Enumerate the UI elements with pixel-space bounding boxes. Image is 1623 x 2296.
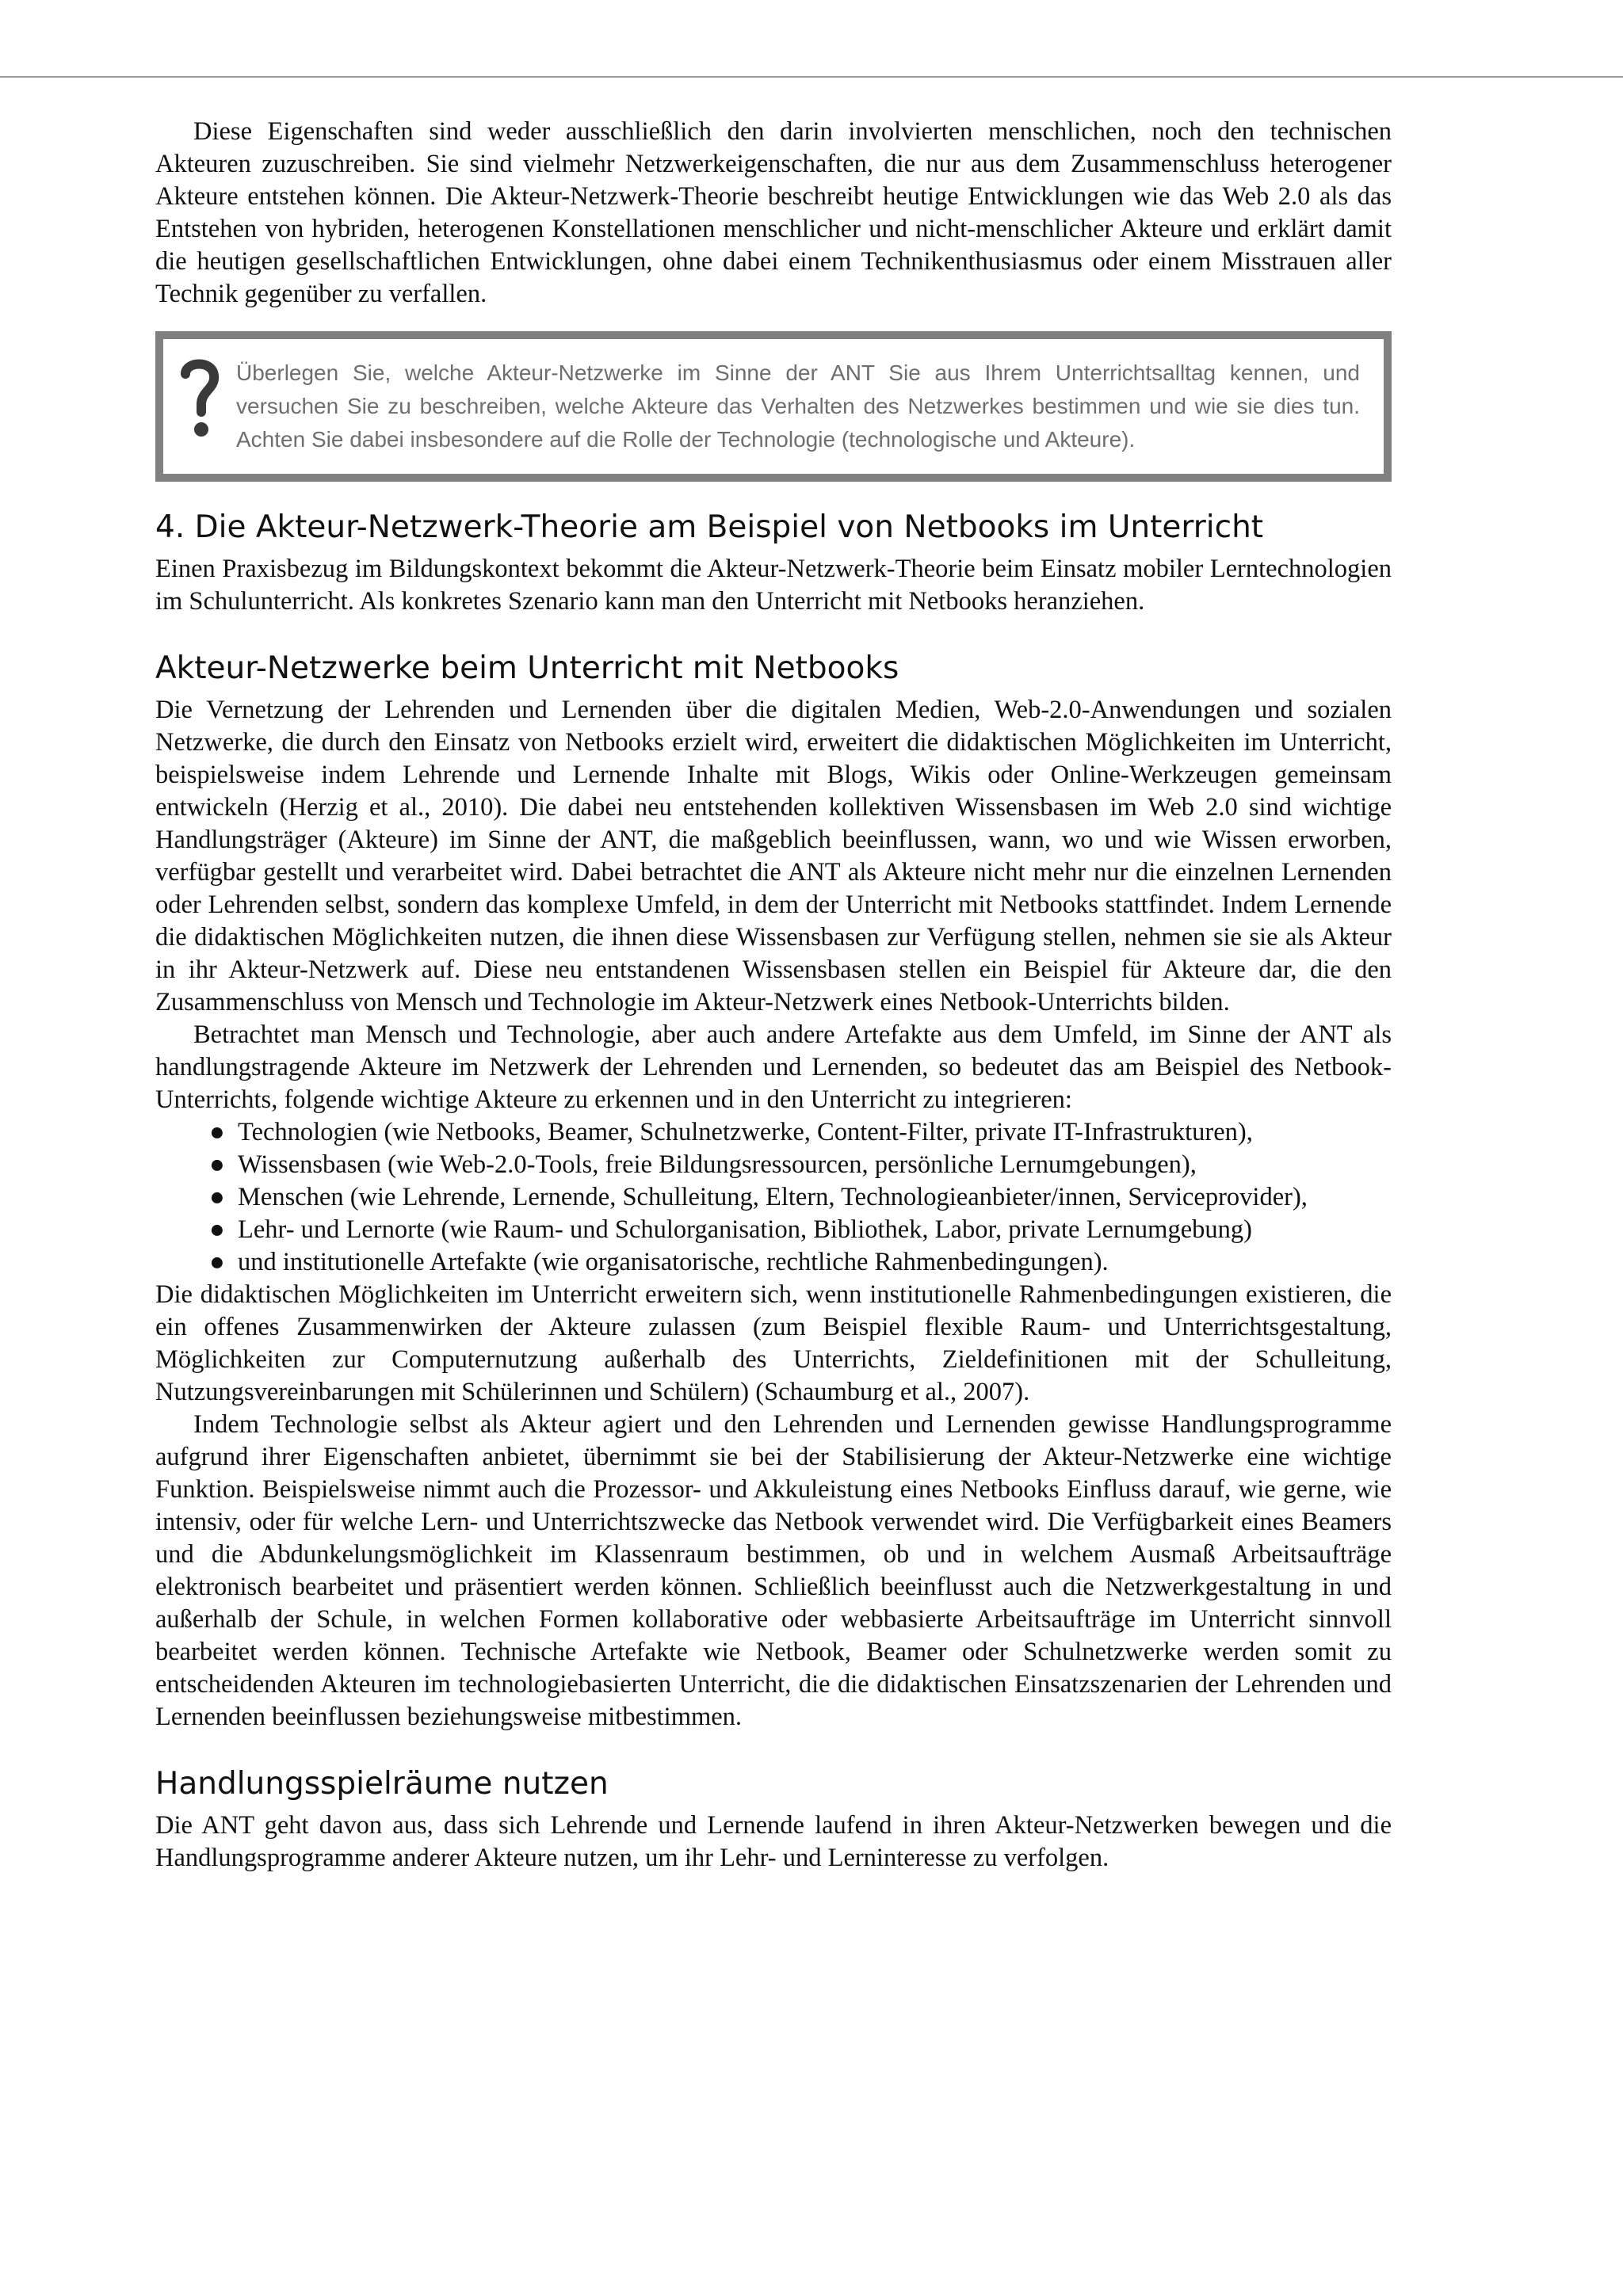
paragraph-akteure: Betrachtet man Mensch und Technologie, aber auch andere Artefakte aus dem Umfeld, im Sinne der ANT als handlungstragende Akteure im Netzwerk der Lehrenden und Lernenden, so bedeutet das am Beispiel des Netbook-Unterrichts, folgende wichtige Akteure zu erkennen und in den Unterricht zu integrieren: [155, 1020, 1392, 1114]
subsection-heading-netbooks: Akteur-Netzwerke beim Unterricht mit Netbooks [155, 650, 899, 686]
list-item: ● Wissensbasen (wie Web-2.0-Tools, freie Bildungsressourcen, persönliche Lernumgebungen), [238, 1149, 1392, 1181]
reflection-callout [155, 331, 1392, 482]
bullet-icon: ● [209, 1183, 225, 1211]
paragraph-handlungsspielraeume: Die ANT geht davon aus, dass sich Lehrende und Lernende laufend in ihren Akteur-Netzwerken bewegen und die Handlungsprogramme anderer Akteure nutzen, um ihr Lehr- und Lerninteresse zu verfolgen. [155, 1811, 1392, 1872]
bullet-icon: ● [209, 1118, 225, 1146]
bullet-icon: ● [209, 1248, 225, 1276]
list-item: ● und institutionelle Artefakte (wie organisatorische, rechtliche Rahmenbedingungen). [238, 1246, 1392, 1279]
question-mark-icon [178, 357, 227, 444]
subsection-heading-handlungsspielraeume: Handlungsspielräume nutzen [155, 1766, 609, 1802]
callout-text: Überlegen Sie, welche Akteur-Netzwerke im Sinne der ANT Sie aus Ihrem Unterrichtsalltag kennen, und versuchen Sie zu beschreiben, welche Akteure das Verhalten des Netzwerkes bestimmen und wie sie dies tun. Achten Sie dabei insbesondere auf die Rolle der Technologie (technologische und Akteure). [236, 360, 1360, 452]
page-content [155, 116, 1392, 1875]
paragraph-technologie: Indem Technologie selbst als Akteur agiert und den Lehrenden und Lernenden gewisse Handlungsprogramme aufgrund ihrer Eigenschaften anbietet, übernimmt sie bei der Stabilisierung der Akteur-Netzwerke eine wichtige Funktion. Beispielsweise nimmt auch die Prozessor- und Akkuleistung eines Netbooks Einfluss darauf, wie gerne, wie intensiv, oder für welche Lern- und Unterrichtszwecke das Netbook verwendet wird. Die Verfügbarkeit eines Beamers und die Abdunkelungsmöglichkeit im Klassenraum bestimmen, ob und in welchem Ausmaß Arbeitsaufträge elektronisch bearbeitet und präsentiert werden können. Schließlich beeinflusst auch die Netzwerkgestaltung in und außerhalb der Schule, in welchen Formen kollaborative oder webbasierte Arbeitsaufträge im Unterricht sinnvoll bearbeitet werden können. Technische Artefakte wie Netbook, Beamer oder Schulnetzwerke werden somit zu entscheidenden Akteuren im technologiebasierten Unterricht, die die didaktischen Einsatzszenarien der Lehrenden und Lernenden beeinflussen beziehungsweise mitbestimmen. [155, 1410, 1392, 1731]
paragraph-rahmenbedingungen: Die didaktischen Möglichkeiten im Unterricht erweitern sich, wenn institutionelle Rahmenbedingungen existieren, die ein offenes Zusammenwirken der Akteure zulassen (zum Beispiel flexible Raum- und Unterrichtsgestaltung, Möglichkeiten zur Computernutzung außerhalb des Unterrichts, Zieldefinitionen mit der Schulleitung, Nutzungsvereinbarungen mit Schülerinnen und Schülern) (Schaumburg et al., 2007). [155, 1280, 1392, 1406]
actor-list [155, 1116, 1392, 1279]
section-heading: 4. Die Akteur-Netzwerk-Theorie am Beispiel von Netbooks im Unterricht [155, 509, 1264, 545]
intro-paragraph: Diese Eigenschaften sind weder ausschließlich den darin involvierten menschlichen, noch den technischen Akteuren zuzuschreiben. Sie sind vielmehr Netzwerkeigenschaften, die nur aus dem Zusammenschluss heterogener Akteure entstehen können. Die Akteur-Netzwerk-Theorie beschreibt heutige Entwicklungen wie das Web 2.0 als das Entstehen von hybriden, heterogenen Konstellationen menschlicher und nicht-menschlicher Akteure und erklärt damit die heutigen gesellschaftlichen Entwicklungen, ohne dabei einem Technikenthusiasmus oder einem Misstrauen aller Technik gegenüber zu verfallen. [155, 117, 1392, 308]
bullet-icon: ● [209, 1215, 225, 1244]
header-rule [0, 76, 1623, 78]
paragraph-vernetzung: Die Vernetzung der Lehrenden und Lernenden über die digitalen Medien, Web-2.0-Anwendungen und sozialen Netzwerke, die durch den Einsatz von Netbooks erzielt wird, erweitert die didaktischen Möglichkeiten im Unterricht, beispielsweise indem Lehrende und Lernende Inhalte mit Blogs, Wikis oder Online-Werkzeugen gemeinsam entwickeln (Herzig et al., 2010). Die dabei neu entstehenden kollektiven Wissensbasen im Web 2.0 sind wichtige Handlungsträger (Akteure) im Sinne der ANT, die maßgeblich beeinflussen, wann, wo und wie Wissen erworben, verfügbar gestellt und verarbeitet wird. Dabei betrachtet die ANT als Akteure nicht mehr nur die einzelnen Lernenden oder Lehrenden selbst, sondern das komplexe Umfeld, in dem der Unterricht mit Netbooks stattfindet. Indem Lernende die didaktischen Möglichkeiten nutzen, die ihnen diese Wissensbasen zur Verfügung stellen, nehmen sie sie als Akteur in ihr Akteur-Netzwerk auf. Diese neu entstandenen Wissensbasen stellen ein Beispiel für Akteure dar, die den Zusammenschluss von Mensch und Technologie im Akteur-Netzwerk eines Netbook-Unterrichts bilden. [155, 696, 1392, 1016]
bullet-icon: ● [209, 1150, 225, 1179]
list-item: ● Technologien (wie Netbooks, Beamer, Schulnetzwerke, Content-Filter, private IT-Infrastrukturen), [238, 1116, 1392, 1149]
list-item: ● Lehr- und Lernorte (wie Raum- und Schulorganisation, Bibliothek, Labor, private Lernumgebung) [238, 1214, 1392, 1246]
list-item: ● Menschen (wie Lehrende, Lernende, Schulleitung, Eltern, Technologieanbieter/innen, Serviceprovider), [238, 1181, 1392, 1214]
section-paragraph: Einen Praxisbezug im Bildungskontext bekommt die Akteur-Netzwerk-Theorie beim Einsatz mobiler Lerntechnologien im Schulunterricht. Als konkretes Szenario kann man den Unterricht mit Netbooks heranziehen. [155, 555, 1392, 616]
